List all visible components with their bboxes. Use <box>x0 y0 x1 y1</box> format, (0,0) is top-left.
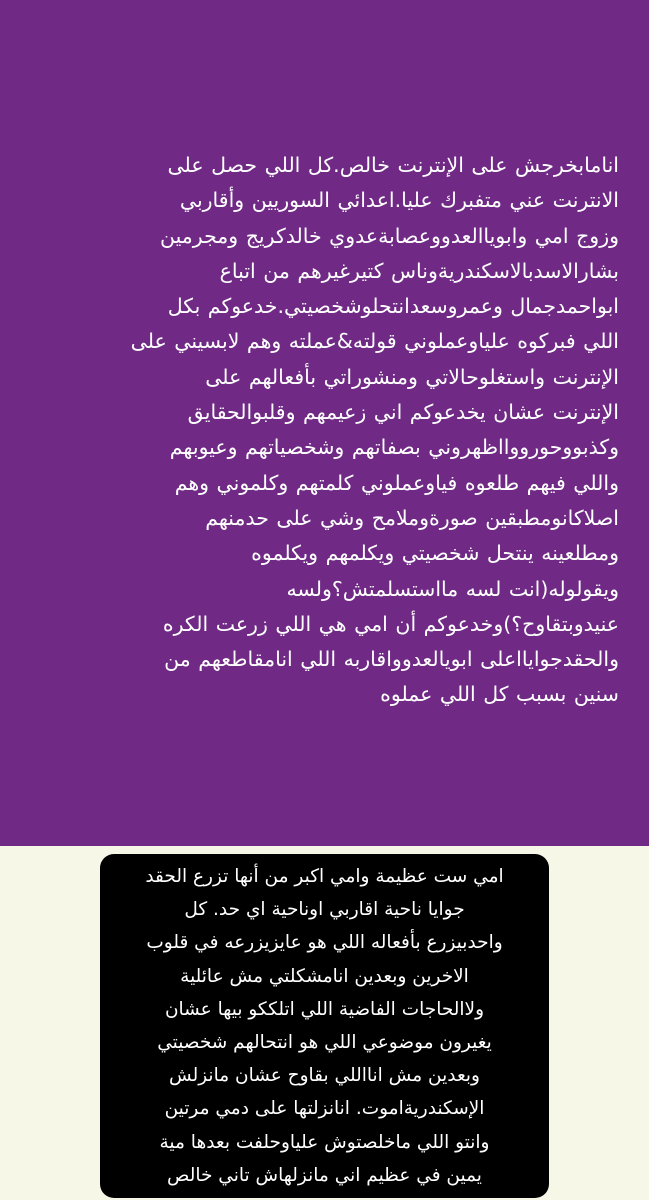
post-text-line: الإنترنت واستغلوحالاتي ومنشوراتي بأفعالهم على <box>205 364 619 389</box>
caption-line: يمين في عظيم اني مانزلهاش تاني خالص <box>167 1164 482 1186</box>
post-text-line: وكذبووحورووااظهروني بصفاتهم وشخصياتهم وعيوبهم <box>169 435 619 460</box>
post-text-line: سنين بسبب كل اللي عملوه <box>380 682 619 707</box>
post-text-line: ومطلعينه ينتحل شخصيتي ويكلمهم ويكلموه <box>251 541 619 566</box>
caption-line: يغيرون موضوعي اللي هو انتحالهم شخصيتي <box>157 1031 492 1053</box>
caption-line: الاخرين وبعدين انامشكلتي مش عائلية <box>180 965 469 987</box>
post-text-line: اللي فبركوه علياوعملوني قولته&عملته وهم لابسيني على <box>130 329 619 354</box>
caption-line: واحدبيزرع بأفعاله اللي هو عايزيزرعه في قلوب <box>146 932 503 954</box>
post-text-line: انامابخرجش على الإنترنت خالص.كل اللي حصل على <box>167 153 619 177</box>
post-text <box>30 148 619 713</box>
post-text-line: والحقدجوايااعلى ابويالعدوواقاربه اللي انامقاطعهم من <box>164 647 619 672</box>
caption-text <box>108 860 541 1192</box>
post-text-line: وزوج امي وابوياالعدووعصابةعدوي خالدكريج ومجرمين <box>159 223 619 248</box>
post-text-line: بشارالاسدبالاسكندريةوناس كتيرغيرهم من اتباع <box>219 258 619 283</box>
post-text-line: الانترنت عني متفبرك عليا.اعدائي السوريين وأقاربي <box>179 188 619 213</box>
caption-line: ولاالحاجات الفاضية اللي اتلككو بيها عشان <box>164 998 485 1020</box>
caption-line: جوايا ناحية اقاربي اوناحية اي حد. كل <box>184 899 465 921</box>
post-text-line: ويقولوله(انت لسه مااستسلمتش؟ولسه <box>286 576 619 601</box>
post-text-line: اصلاكانومطبقين صورةوملامح وشي على حدمنهم <box>205 505 619 530</box>
caption-line: الإسكندريةاموت. انانزلتها على دمي مرتين <box>164 1098 485 1120</box>
caption-line: وانتو اللي ماخلصتوش علياوحلفت بعدها مية <box>159 1131 490 1153</box>
post-text-line: واللي فيهم طلعوه فياوعملوني كلمتهم وكلموني وهم <box>174 470 619 495</box>
caption-line: وبعدين مش انااللي بقاوح عشان مانزلش <box>168 1065 480 1087</box>
post-text-line: ابواحمدجمال وعمروسعدانتحلوشخصيتي.خدعوكم بكل <box>167 294 619 319</box>
post-text-line: عنيدوبتقاوح؟)وخدعوكم أن امي هي اللي زرعت الكره <box>162 611 619 636</box>
caption-line: امي ست عظيمة وامي اكبر من أنها تزرع الحقد <box>145 866 504 887</box>
post-text-line: الإنترنت عشان يخدعوكم اني زعيمهم وقلبوالحقايق <box>187 400 619 425</box>
